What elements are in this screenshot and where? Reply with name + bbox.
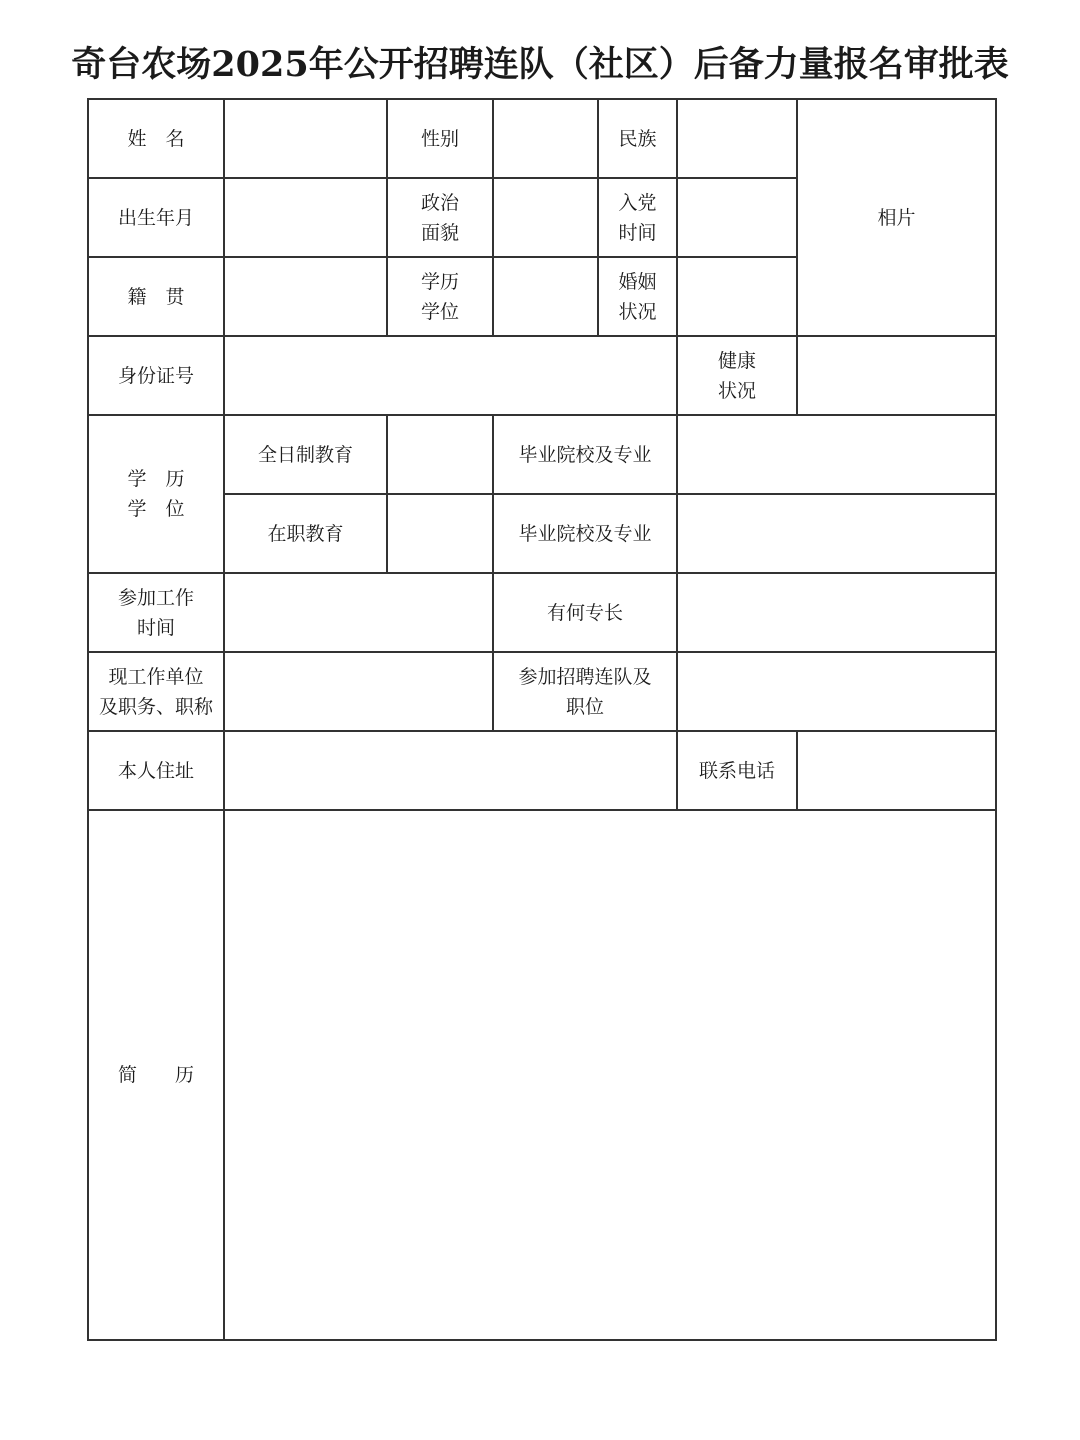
inservice-school-major-label: 毕业院校及专业 [493,494,677,573]
work-start-input-cell[interactable] [224,573,493,652]
gender-label: 性别 [387,99,493,178]
applied-position-label: 参加招聘连队及 职位 [493,652,677,731]
fulltime-school-major-label: 毕业院校及专业 [493,415,677,494]
address-input-cell[interactable] [224,731,677,810]
photo-label: 相片 [877,206,916,229]
political-status-label: 政治 面貌 [387,178,493,257]
ethnicity-label: 民族 [598,99,677,178]
fulltime-edu-label: 全日制教育 [224,415,387,494]
applied-position-input-cell[interactable] [677,652,996,731]
political-status-input-cell[interactable] [493,178,598,257]
phone-label: 联系电话 [677,731,797,810]
birth-date-label: 出生年月 [88,178,224,257]
edu-section-label: 学 历 学 位 [88,415,224,573]
name-label: 姓 名 [88,99,224,178]
party-join-input-cell[interactable] [677,178,797,257]
education-degree-input-cell[interactable] [493,257,598,336]
native-place-label: 籍 贯 [88,257,224,336]
resume-label: 简 历 [88,810,224,1340]
fulltime-school-major-input-cell[interactable] [677,415,996,494]
work-start-label: 参加工作 时间 [88,573,224,652]
inservice-edu-label: 在职教育 [224,494,387,573]
specialty-label: 有何专长 [493,573,677,652]
party-join-label: 入党 时间 [598,178,677,257]
form-title: 奇台农场2025年公开招聘连队（社区）后备力量报名审批表 [71,44,1009,85]
marital-status-label: 婚姻 状况 [598,257,677,336]
current-unit-label: 现工作单位 及职务、职称 [88,652,224,731]
address-label: 本人住址 [88,731,224,810]
inservice-school-major-input-cell[interactable] [677,494,996,573]
registration-form-table [87,98,997,1341]
phone-input-cell[interactable] [797,731,996,810]
id-number-label: 身份证号 [88,336,224,415]
marital-status-input-cell[interactable] [677,257,797,336]
name-input-cell[interactable] [224,99,387,178]
fulltime-edu-input-cell[interactable] [387,415,493,494]
resume-input-cell[interactable] [224,810,996,1340]
current-unit-input-cell[interactable] [224,652,493,731]
ethnicity-input-cell[interactable] [677,99,797,178]
inservice-edu-input-cell[interactable] [387,494,493,573]
education-degree-label: 学历 学位 [387,257,493,336]
health-label: 健康 状况 [677,336,797,415]
gender-input-cell[interactable] [493,99,598,178]
id-number-input-cell[interactable] [224,336,677,415]
birth-date-input-cell[interactable] [224,178,387,257]
photo-cell[interactable] [797,99,996,336]
native-place-input-cell[interactable] [224,257,387,336]
health-input-cell[interactable] [797,336,996,415]
specialty-input-cell[interactable] [677,573,996,652]
